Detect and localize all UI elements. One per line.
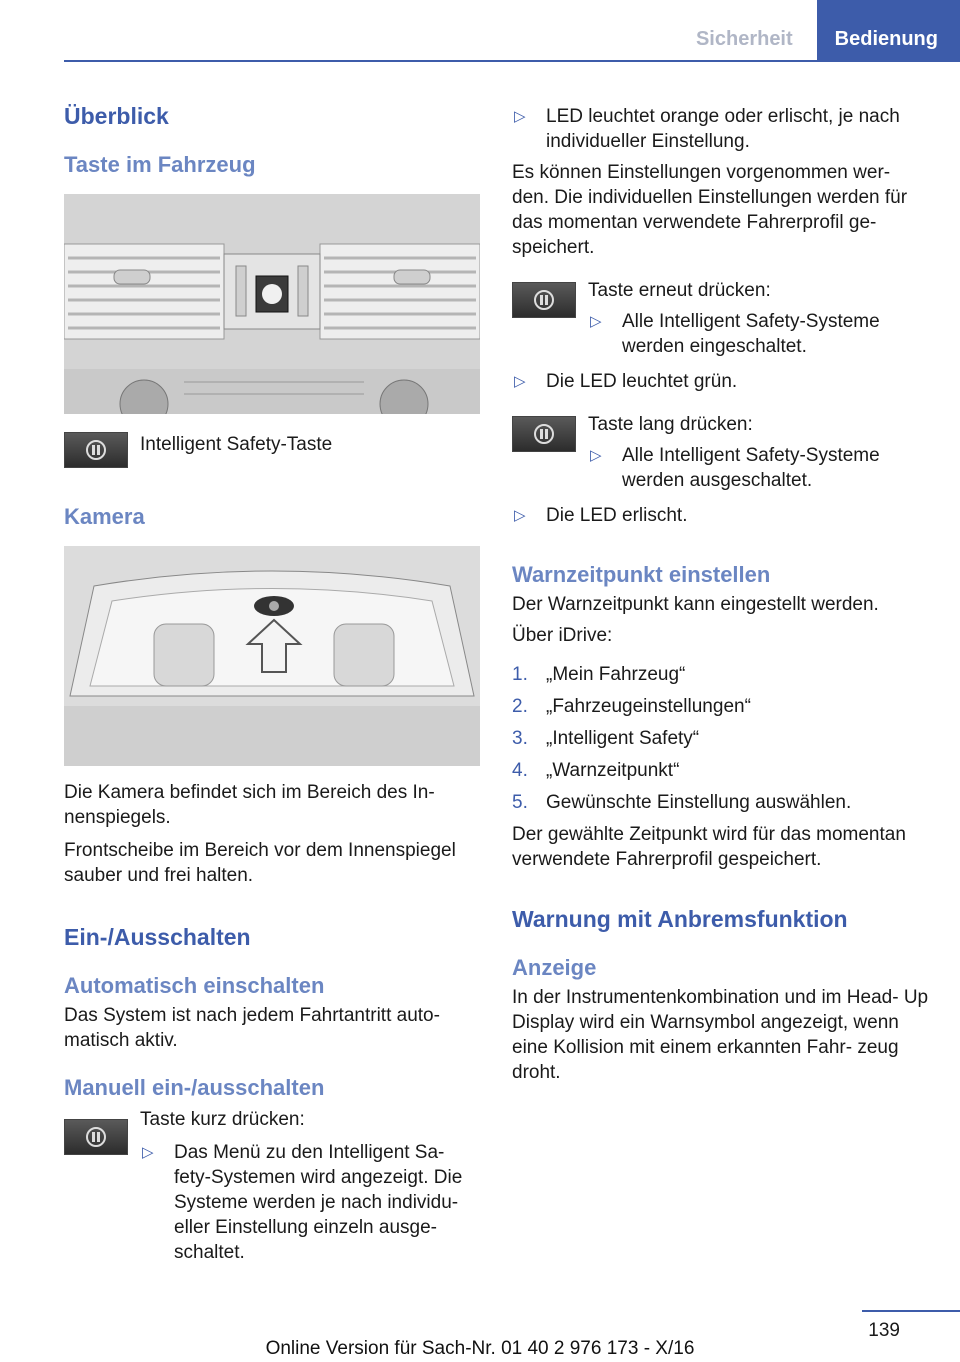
list-item: [140, 1140, 480, 1265]
intelligent-safety-button-icon: [512, 282, 576, 318]
triangle-bullet-icon: ▷: [514, 507, 526, 524]
list-item: [512, 662, 932, 687]
subsection-taste-im-fahrzeug: Taste im Fahrzeug: [64, 152, 256, 177]
list-item: [588, 443, 928, 493]
led-bullets: [512, 104, 932, 154]
gruen-bullet-text: Die LED leuchtet grün.: [546, 371, 738, 392]
intelligent-safety-button-icon: [512, 416, 576, 452]
triangle-bullet-icon: ▷: [142, 1144, 154, 1161]
kamera-paragraph-1: Die Kamera befindet sich im Bereich des In‐ nenspiegels.: [64, 782, 435, 828]
kurz-bullets: [140, 1140, 480, 1265]
warn-paragraph-2: Über iDrive:: [512, 625, 613, 646]
kurz-bullet-text: Das Menü zu den Intelligent Sa‐ fety-Systemen wird angezeigt. Die Systeme werden je nach individu‐ eller Einstellung einzeln ausge‐ schaltet.: [174, 1142, 463, 1263]
list-item: [588, 309, 928, 359]
footer-rule: [862, 1310, 960, 1312]
step-text: „Fahrzeugeinstellungen“: [546, 696, 751, 717]
triangle-bullet-icon: ▷: [590, 313, 602, 330]
list-item: [512, 694, 932, 719]
lang-bullet-text: Alle Intelligent Safety-Systeme werden ausgeschaltet.: [622, 445, 880, 491]
einstellungen-paragraph: Es können Einstellungen vorgenommen wer‐ den. Die individuellen Einstellungen werden für das momentan verwendete Fahrerprofil ge‐ speichert.: [512, 162, 908, 258]
erneut-row: [512, 278, 932, 365]
erneut-label: Taste erneut drücken:: [588, 280, 771, 301]
erneut-bullets: [588, 309, 928, 359]
idrive-steps: [512, 662, 932, 815]
tab-sicherheit[interactable]: Sicherheit: [695, 28, 793, 50]
list-item: [512, 503, 932, 528]
section-title-anbremsfunktion: Warnung mit Anbremsfunktion: [512, 906, 848, 932]
right-column: [512, 100, 932, 1085]
erlischt-bullet-text: Die LED erlischt.: [546, 505, 688, 526]
header-rule: [64, 60, 960, 62]
lang-bullets: [588, 443, 928, 493]
list-item: [512, 758, 932, 783]
erneut-bullet-text: Alle Intelligent Safety-Systeme werden eingeschaltet.: [622, 311, 880, 357]
anzeige-paragraph: In der Instrumentenkombination und im Head- Up Display wird ein Warnsymbol angezeigt, wenn eine Kollision mit einem erkannten Fahr‐ zeug droht.: [512, 987, 929, 1083]
automatisch-paragraph: Das System ist nach jedem Fahrtantritt auto‐ matisch aktiv.: [64, 1005, 440, 1051]
subsection-manuell: Manuell ein-/ausschalten: [64, 1075, 325, 1100]
led-bullet-text: LED leuchtet orange oder erlischt, je nach individueller Einstellung.: [546, 106, 900, 152]
triangle-bullet-icon: ▷: [514, 373, 526, 390]
list-item: [512, 790, 932, 815]
version-note: Online Version für Sach-Nr. 01 40 2 976 173 - X/16: [265, 1338, 695, 1359]
camera-windshield-illustration: [64, 546, 480, 766]
lang-row: [512, 412, 932, 499]
intelligent-safety-button-icon: [64, 432, 128, 468]
tab-bedienung[interactable]: Bedienung: [817, 0, 960, 62]
left-column: [64, 100, 482, 1271]
list-item: [512, 104, 932, 154]
erlischt-bullets: [512, 503, 932, 528]
page-header: [672, 0, 960, 62]
warn-paragraph-3: Der gewählte Zeitpunkt wird für das momentan verwendete Fahrerprofil gespeichert.: [512, 824, 906, 870]
section-title-ueberblick: Überblick: [64, 103, 169, 129]
kamera-paragraph-2: Frontscheibe im Bereich vor dem Innenspiegel sauber und frei halten.: [64, 840, 456, 886]
step-text: Gewünschte Einstellung auswählen.: [546, 792, 852, 813]
page-number: 139: [868, 1320, 900, 1341]
list-item: [512, 369, 932, 394]
subsection-warnzeitpunkt: Warnzeitpunkt einstellen: [512, 562, 771, 587]
step-number: 3.: [512, 728, 528, 749]
lang-label: Taste lang drücken:: [588, 414, 753, 435]
subsection-kamera: Kamera: [64, 504, 145, 529]
step-text: „Intelligent Safety“: [546, 728, 700, 749]
step-number: 1.: [512, 664, 528, 685]
dashboard-button-figure: [64, 194, 480, 414]
list-item: [512, 726, 932, 751]
button-caption-row: [64, 432, 482, 468]
step-number: 5.: [512, 792, 528, 813]
section-title-ein-ausschalten: Ein-/Ausschalten: [64, 924, 251, 950]
warn-paragraph-1: Der Warnzeitpunkt kann eingestellt werden.: [512, 594, 879, 615]
triangle-bullet-icon: ▷: [514, 108, 526, 125]
subsection-automatisch: Automatisch einschalten: [64, 973, 325, 998]
step-text: „Warnzeitpunkt“: [546, 760, 680, 781]
button-caption: Intelligent Safety-Taste: [140, 434, 333, 455]
triangle-bullet-icon: ▷: [590, 447, 602, 464]
gruen-bullets: [512, 369, 932, 394]
subsection-anzeige: Anzeige: [512, 955, 597, 980]
camera-figure: [64, 546, 480, 766]
step-text: „Mein Fahrzeug“: [546, 664, 686, 685]
kurz-label: Taste kurz drücken:: [140, 1109, 305, 1130]
dashboard-vents-illustration: [64, 194, 480, 414]
step-number: 4.: [512, 760, 528, 781]
step-number: 2.: [512, 696, 528, 717]
kurz-row: [64, 1107, 482, 1271]
intelligent-safety-button-icon: [64, 1119, 128, 1155]
